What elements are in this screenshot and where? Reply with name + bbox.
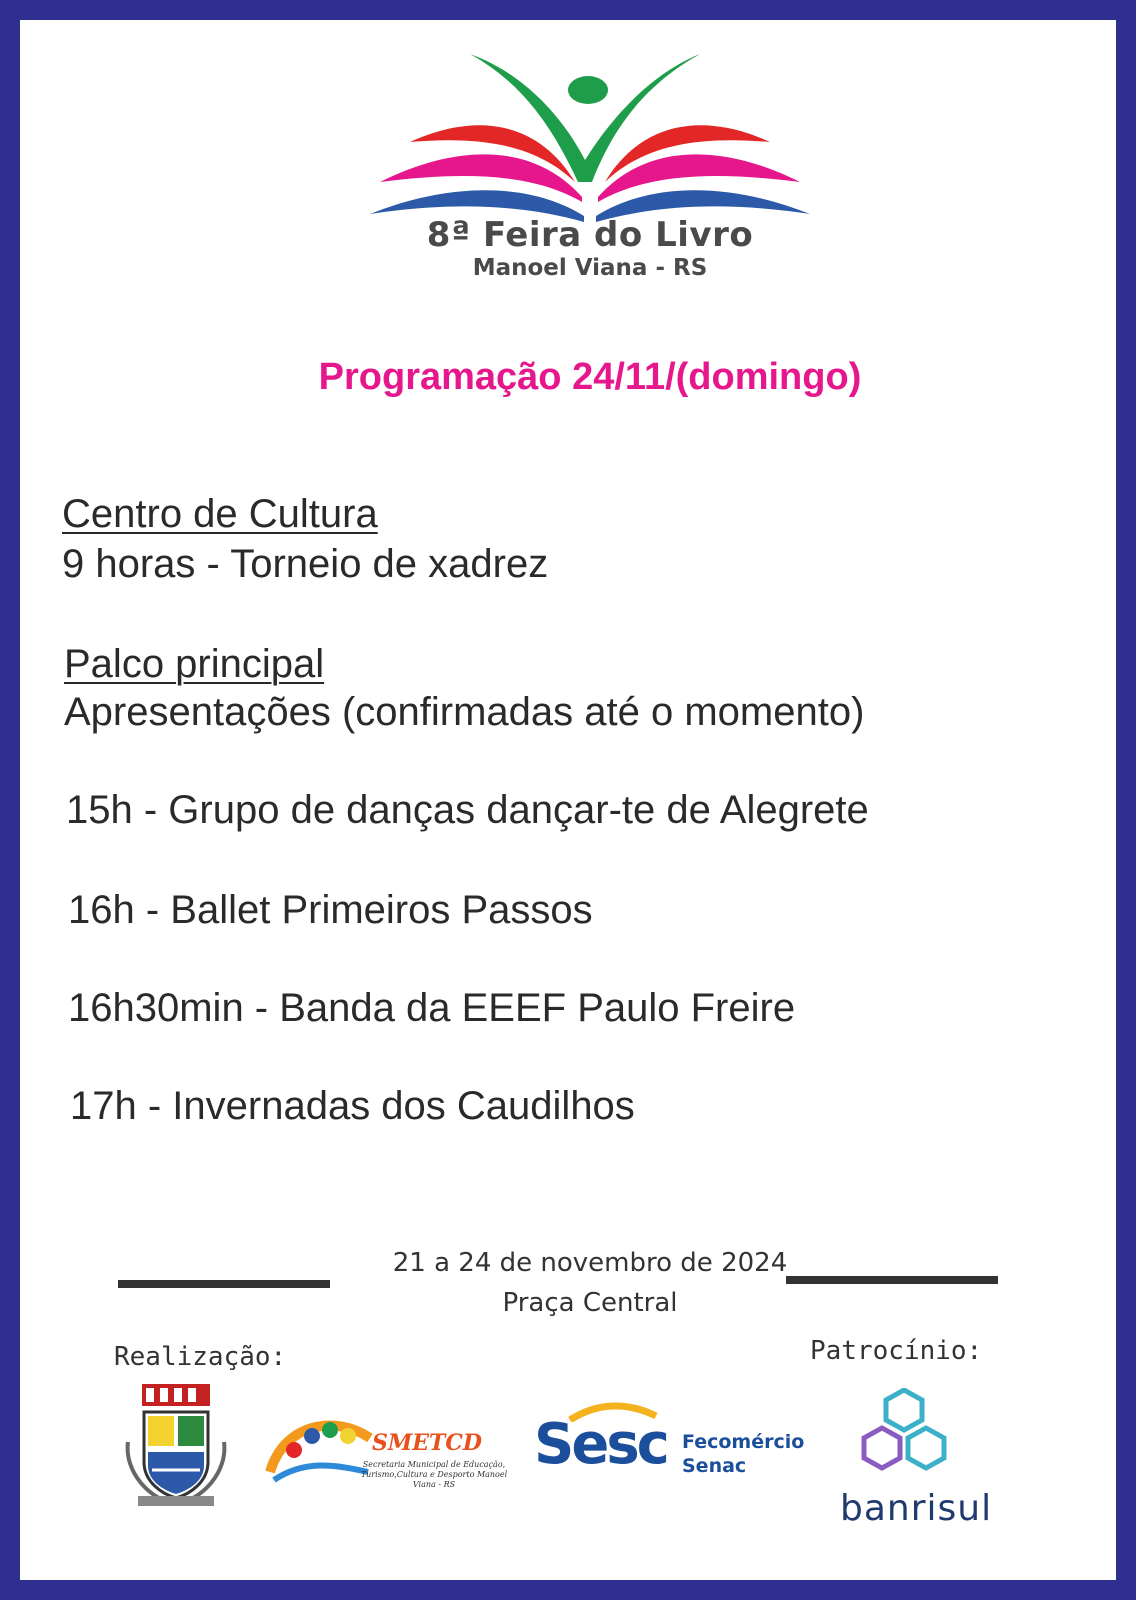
- sesc-name: Sesc: [534, 1412, 667, 1477]
- smetcd-description: Secretaria Municipal de Educação, Turismo,Cultura e Desporto Manoel Viana - RS: [360, 1460, 508, 1489]
- event-place: Praça Central: [502, 1288, 678, 1318]
- fecomercio-label: Fecomércio: [682, 1431, 805, 1453]
- patrocinio-label: Patrocínio:: [810, 1336, 983, 1366]
- coat-of-arms-icon: [120, 1382, 232, 1512]
- schedule-item: 16h30min - Banda da EEEF Paulo Freire: [68, 986, 796, 1030]
- schedule-item: 16h - Ballet Primeiros Passos: [68, 888, 593, 932]
- section-heading-palco: Palco principal: [64, 642, 325, 686]
- schedule-item-xadrez: 9 horas - Torneio de xadrez: [62, 542, 549, 586]
- senac-label: Senac: [682, 1455, 747, 1477]
- smetcd-name: SMETCD: [372, 1430, 482, 1456]
- poster: [20, 20, 1116, 1580]
- logo-title: 8ª Feira do Livro: [426, 215, 754, 255]
- divider-left: [118, 1280, 330, 1288]
- banrisul-name: banrisul: [840, 1488, 993, 1529]
- section-heading-centro: Centro de Cultura: [62, 492, 378, 536]
- logo-subtitle: Manoel Viana - RS: [472, 255, 708, 281]
- book-fair-logo: [370, 32, 810, 232]
- section-intro: Apresentações (confirmadas até o momento): [64, 690, 865, 734]
- event-date: 21 a 24 de novembro de 2024: [392, 1248, 788, 1278]
- fecomercio-senac: [682, 1430, 804, 1478]
- schedule-item: 17h - Invernadas dos Caudilhos: [70, 1084, 635, 1128]
- program-title: Programação 24/11/(domingo): [318, 356, 862, 398]
- realizacao-label: Realização:: [114, 1342, 287, 1372]
- schedule-item: 15h - Grupo de danças dançar-te de Alegrete: [66, 788, 869, 832]
- banrisul-hexagons-icon: [858, 1388, 950, 1472]
